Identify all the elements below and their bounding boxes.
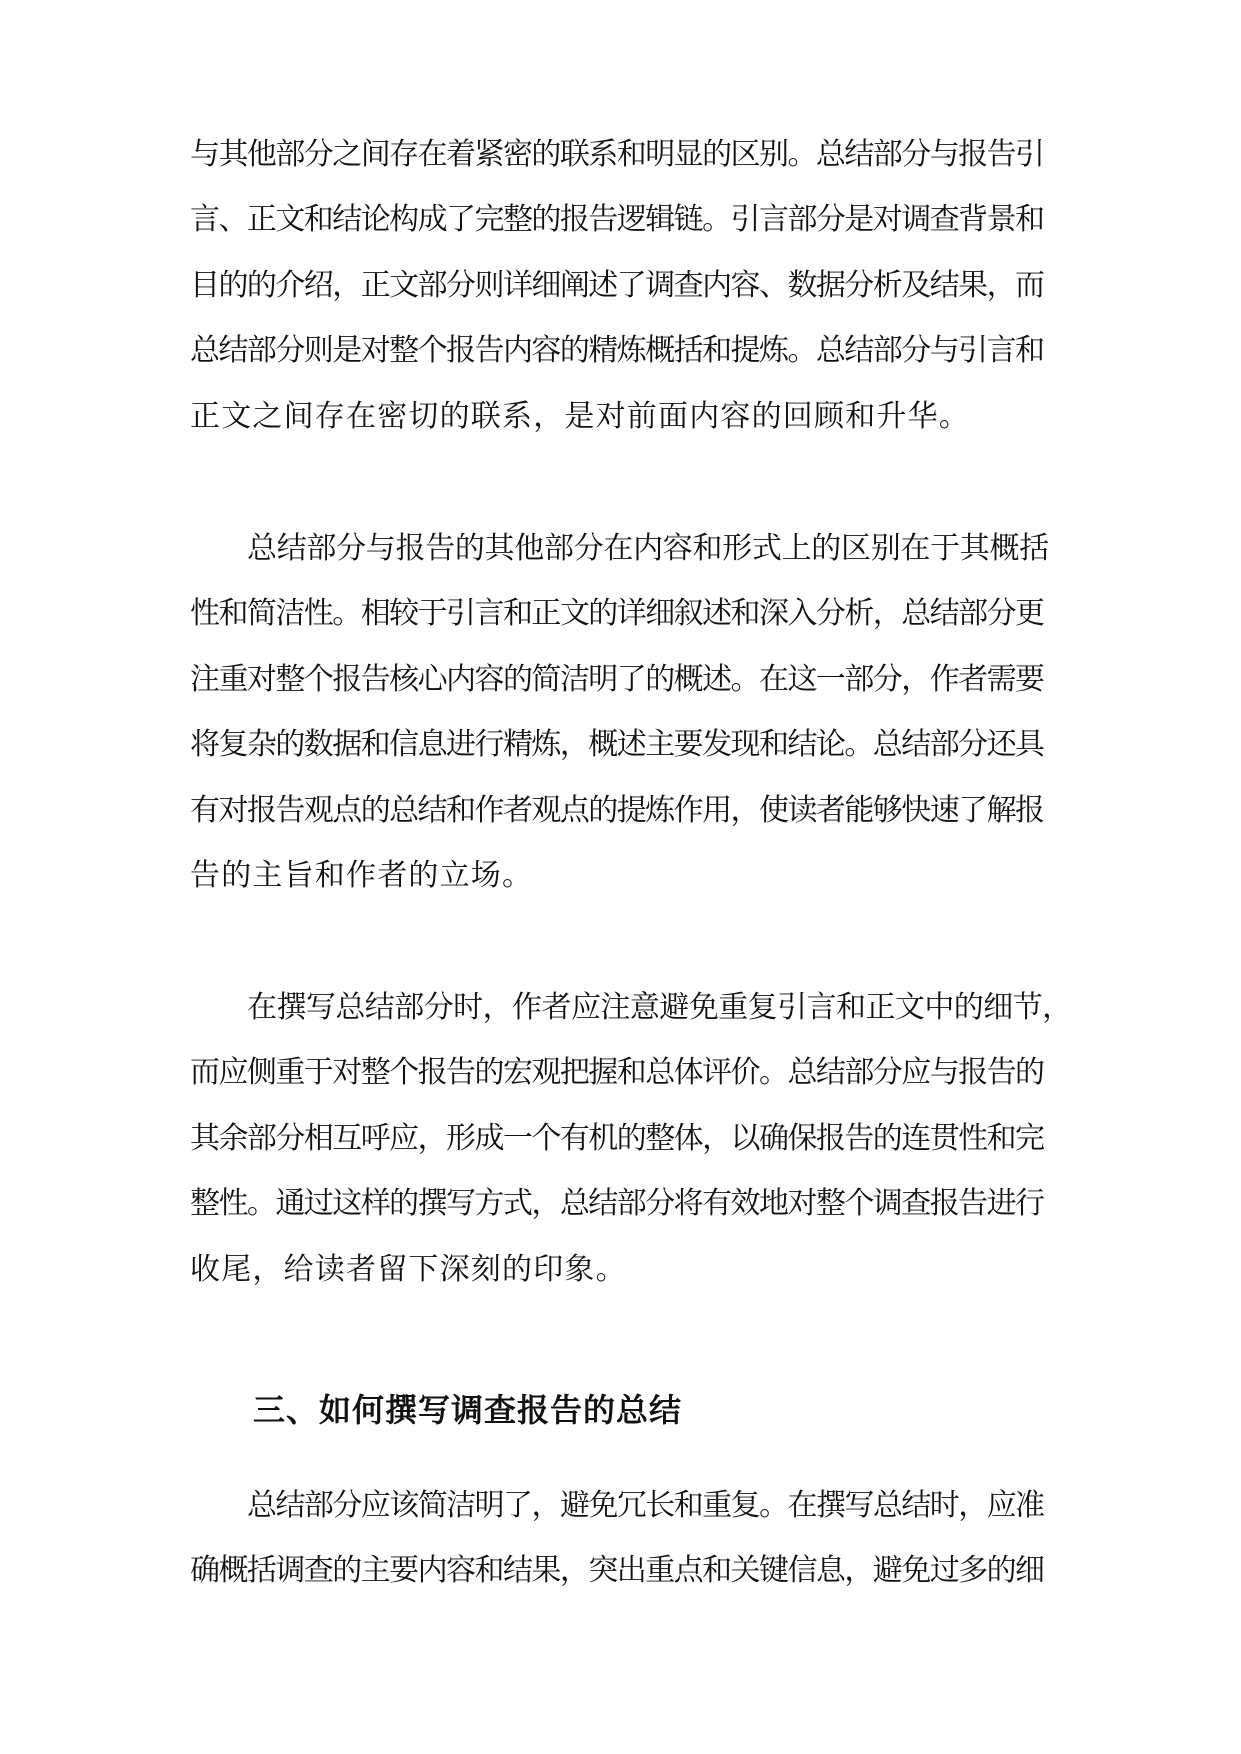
paragraph-3-line-3: 其余部分相互呼应，形成一个有机的整体，以确保报告的连贯性和完 — [190, 1121, 1044, 1156]
paragraph-2-line-5: 有对报告观点的总结和作者观点的提炼作用，使读者能够快速了解报 — [190, 793, 1044, 828]
final-paragraph-line-1: 总结部分应该简洁明了，避免冗长和重复。在撰写总结时，应准 — [247, 1488, 1044, 1523]
paragraph-1-line-2: 言、正文和结论构成了完整的报告逻辑链。引言部分是对调查背景和 — [190, 202, 1044, 237]
paragraph-3-line-4: 整性。通过这样的撰写方式，总结部分将有效地对整个调查报告进行 — [190, 1186, 1044, 1221]
paragraph-1-line-3: 目的的介绍，正文部分则详细阐述了调查内容、数据分析及结果，而 — [190, 268, 1044, 303]
paragraph-3-line-5: 收尾，给读者留下深刻的印象。 — [190, 1252, 627, 1287]
paragraph-2-line-3: 注重对整个报告核心内容的简洁明了的概述。在这一部分，作者需要 — [190, 662, 1044, 697]
paragraph-2-line-6: 告的主旨和作者的立场。 — [190, 858, 534, 893]
section-heading: 三、如何撰写调查报告的总结 — [253, 1391, 683, 1429]
paragraph-1-line-5: 正文之间存在密切的联系，是对前面内容的回顾和升华。 — [190, 399, 970, 434]
paragraph-3-line-2: 而应侧重于对整个报告的宏观把握和总体评价。总结部分应与报告的 — [190, 1055, 1044, 1090]
paragraph-3-line-1: 在撰写总结部分时，作者应注意避免重复引言和正文中的细节， — [247, 990, 1072, 1025]
paragraph-2-line-2: 性和简洁性。相较于引言和正文的详细叙述和深入分析，总结部分更 — [190, 596, 1044, 631]
paragraph-2-line-4: 将复杂的数据和信息进行精炼，概述主要发现和结论。总结部分还具 — [190, 727, 1044, 762]
paragraph-1-line-1: 与其他部分之间存在着紧密的联系和明显的区别。总结部分与报告引 — [190, 137, 1044, 172]
final-paragraph-line-2: 确概括调查的主要内容和结果，突出重点和关键信息，避免过多的细 — [190, 1553, 1044, 1588]
paragraph-2-line-1: 总结部分与报告的其他部分在内容和形式上的区别在于其概括 — [247, 531, 1049, 566]
paragraph-1-line-4: 总结部分则是对整个报告内容的精炼概括和提炼。总结部分与引言和 — [190, 333, 1044, 368]
